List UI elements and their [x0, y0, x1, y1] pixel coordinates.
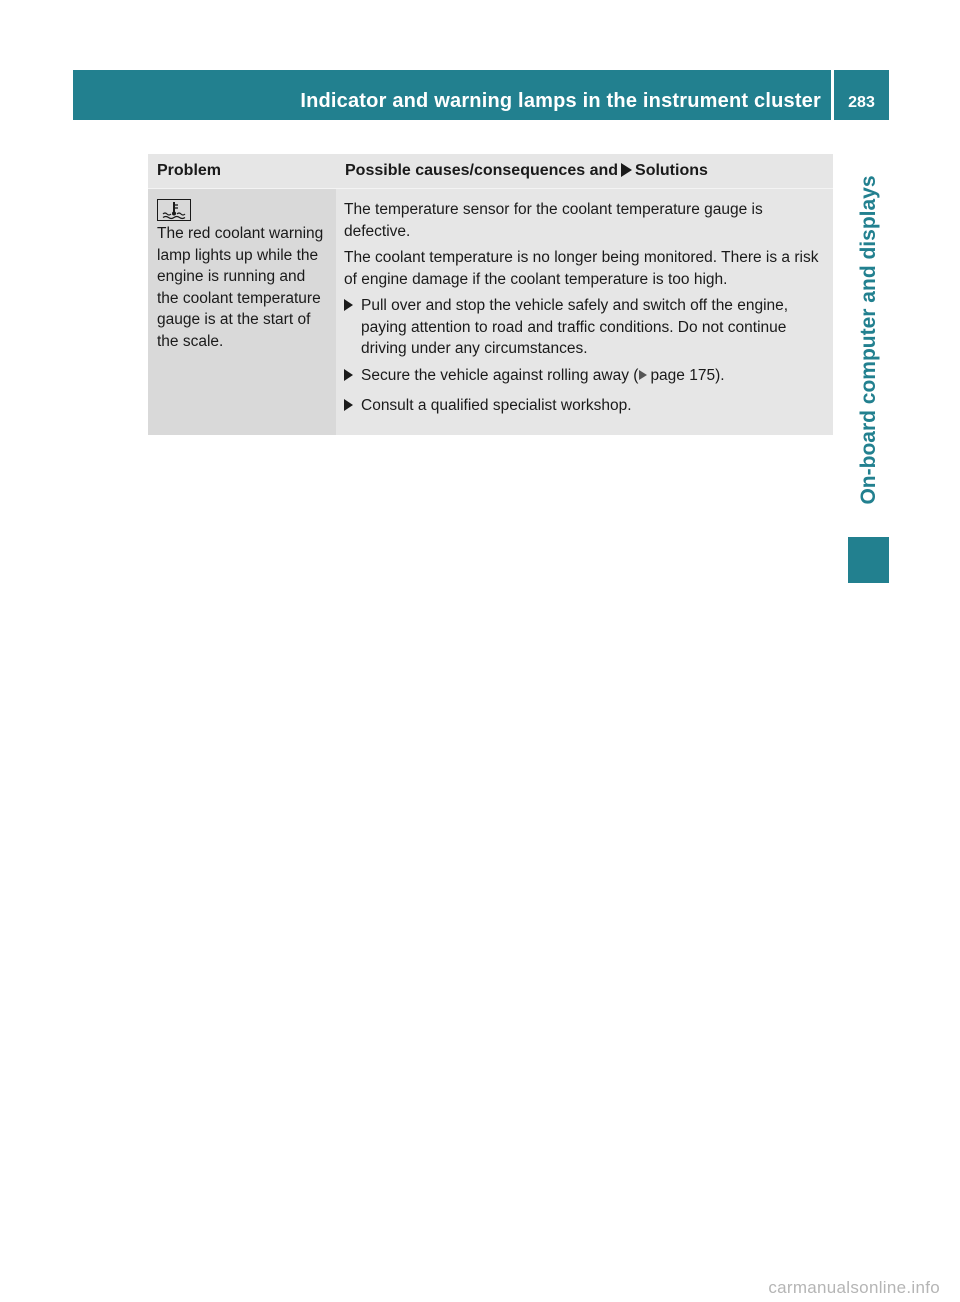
cause-text: The temperature sensor for the coolant temperature gauge is defective. [344, 201, 763, 240]
causes-cell [336, 189, 833, 435]
coolant-temperature-warning-icon [157, 199, 191, 221]
solution-step [344, 295, 827, 360]
solution-step [344, 395, 827, 421]
problem-description: The red coolant warning lamp lights up while the engine is running and the coolant temperature gauge is at the start of the scale. [157, 225, 324, 350]
column-header-problem: Problem [157, 162, 222, 179]
solution-step-text-suffix: ). [715, 366, 725, 384]
consequence-text: The coolant temperature is no longer being monitored. There is a risk of engine damage if the coolant temperature is too high. [344, 249, 819, 288]
column-header-causes [336, 154, 833, 188]
step-arrow-icon [344, 299, 353, 311]
source-watermark: carmanualsonline.info [768, 1278, 940, 1297]
solution-step-text [361, 365, 725, 391]
step-arrow-icon [344, 399, 353, 411]
problem-cell [148, 189, 336, 435]
solution-step-text-prefix: Secure the vehicle against rolling away ( [361, 366, 639, 384]
table-row [148, 189, 833, 435]
step-arrow-icon [344, 369, 353, 381]
section-side-tab [848, 150, 889, 530]
solution-step [344, 365, 827, 391]
page-title: Indicator and warning lamps in the instrument cluster [300, 90, 821, 112]
page-reference-icon [639, 370, 647, 380]
problem-solution-table [148, 154, 833, 435]
page-number: 283 [848, 94, 875, 111]
solutions-arrow-icon [621, 163, 632, 177]
header-bar [73, 70, 831, 120]
section-side-marker [848, 537, 889, 583]
solution-step-text: Pull over and stop the vehicle safely and switch off the engine, paying attention to road and traffic conditions. Do not continue driving under any circumstances. [361, 297, 789, 357]
page-reference-link[interactable]: page 175 [650, 366, 716, 384]
column-header-solutions: Solutions [635, 162, 708, 179]
table-header [148, 154, 833, 189]
column-header-causes-prefix: Possible causes/consequences and [345, 162, 619, 179]
solution-step-text: Consult a qualified specialist workshop. [361, 397, 632, 414]
section-side-tab-label: On-board computer and displays [856, 175, 880, 505]
page-number-box [834, 70, 889, 120]
